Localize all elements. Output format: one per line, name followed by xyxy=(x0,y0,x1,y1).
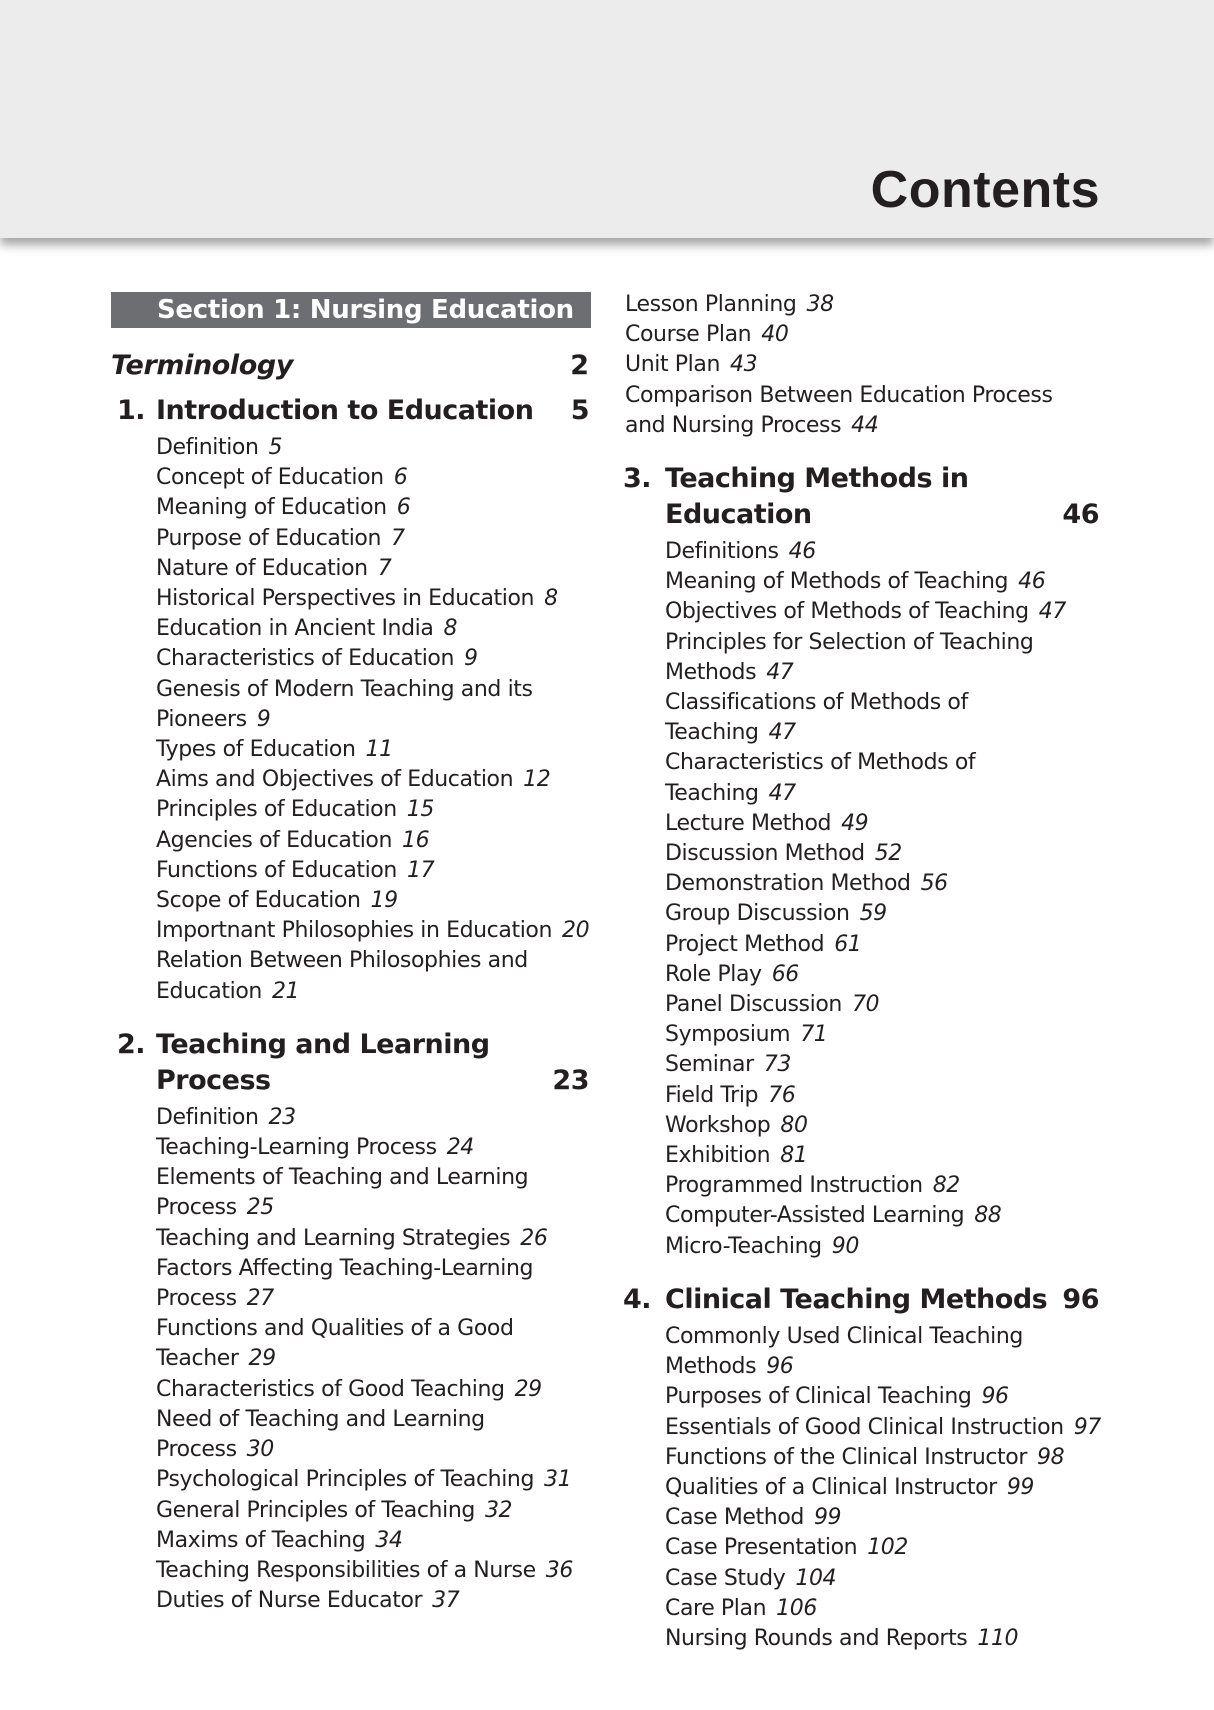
toc-terminology[interactable] xyxy=(111,350,591,381)
entry-text: Principles for Selection of Teaching xyxy=(665,629,1034,655)
entry-page-number: 76 xyxy=(768,1082,796,1108)
entry-page-number: 21 xyxy=(271,978,300,1004)
entry-page-number: 61 xyxy=(834,931,862,957)
toc-entry[interactable] xyxy=(625,320,1101,350)
entry-page-number: 81 xyxy=(780,1143,808,1169)
chapter-number: 1. xyxy=(117,395,146,426)
entry-page-number: 46 xyxy=(1018,569,1046,595)
entry-page-number: 31 xyxy=(544,1467,572,1493)
entry-text: Need of Teaching and Learning xyxy=(156,1406,485,1432)
chapter-title xyxy=(665,461,1052,533)
toc-entry[interactable] xyxy=(156,1254,591,1284)
toc-entry[interactable] xyxy=(156,1465,591,1495)
entry-text: Teaching and Learning Strategies xyxy=(156,1225,511,1251)
entry-text: Methods xyxy=(665,1354,757,1380)
entry-page-number: 66 xyxy=(771,961,799,987)
entry-page-number: 44 xyxy=(851,412,879,438)
toc-entry[interactable] xyxy=(665,1382,1101,1412)
entry-text: Computer-Assisted Learning xyxy=(665,1203,965,1229)
entry-text: Concept of Education xyxy=(156,465,384,491)
entry-text: Unit Plan xyxy=(625,352,720,378)
entry-page-number: 32 xyxy=(484,1497,513,1523)
toc-entry[interactable] xyxy=(156,1163,591,1193)
toc-entry[interactable] xyxy=(665,748,1101,778)
entry-page-number: 99 xyxy=(813,1505,842,1531)
toc-entry[interactable] xyxy=(156,614,591,644)
entry-page-number: 26 xyxy=(520,1225,548,1251)
entry-text: Case Presentation xyxy=(665,1535,858,1561)
entry-text: Characteristics of Methods of xyxy=(665,750,976,776)
toc-entry[interactable] xyxy=(156,735,591,765)
toc-entry[interactable] xyxy=(156,826,591,856)
toc-entry[interactable] xyxy=(665,1050,1101,1080)
entry-text: Functions of the Clinical Instructor xyxy=(665,1444,1027,1470)
entry-text: Definition xyxy=(156,1104,259,1130)
entry-page-number: 49 xyxy=(841,810,869,836)
toc-entry[interactable] xyxy=(156,765,591,795)
page-title: Contents xyxy=(870,161,1100,219)
entry-text: Nursing Rounds and Reports xyxy=(665,1625,968,1651)
header-band xyxy=(0,0,1214,238)
toc-entry[interactable] xyxy=(156,946,591,976)
entry-page-number: 7 xyxy=(377,555,392,581)
entry-text: Micro-Teaching xyxy=(665,1233,822,1259)
entry-page-number: 80 xyxy=(780,1112,808,1138)
chapter-page: 46 xyxy=(1062,499,1099,531)
toc-entry[interactable] xyxy=(665,1111,1101,1141)
toc-entry[interactable] xyxy=(156,856,591,886)
toc-entry[interactable] xyxy=(665,779,1101,809)
chapter-page: 96 xyxy=(1062,1283,1099,1315)
toc-entry[interactable] xyxy=(665,869,1101,899)
chapter-title xyxy=(156,1027,542,1099)
toc-entry[interactable] xyxy=(665,1352,1101,1382)
left-column xyxy=(111,292,591,1636)
section-banner: Section 1: Nursing Education xyxy=(111,292,591,328)
entry-text: Qualities of a Clinical Instructor xyxy=(665,1474,997,1500)
entry-text: Symposium xyxy=(665,1022,791,1048)
entry-text: Course Plan xyxy=(625,322,752,348)
entry-page-number: 37 xyxy=(432,1588,460,1614)
entry-text: Teaching Responsibilities of a Nurse xyxy=(156,1557,536,1583)
chapter-number: 3. xyxy=(623,463,652,495)
entry-text: Characteristics of Education xyxy=(156,646,455,672)
entry-page-number: 104 xyxy=(795,1565,837,1591)
entry-text: Teaching-Learning Process xyxy=(156,1135,437,1161)
toc-entry[interactable] xyxy=(156,493,591,523)
entry-page-number: 59 xyxy=(859,901,887,927)
toc-entry[interactable] xyxy=(665,1533,1101,1563)
entry-text: Pioneers xyxy=(156,706,247,732)
chapter-4 xyxy=(625,1282,1101,1654)
chapter-2 xyxy=(111,1027,591,1616)
chapter-1 xyxy=(111,393,591,1007)
toc-entry[interactable] xyxy=(665,688,1101,748)
toc-entry[interactable] xyxy=(625,411,1101,441)
entry-page-number: 47 xyxy=(1038,599,1066,625)
toc-entry[interactable] xyxy=(156,1284,591,1314)
entry-text: Exhibition xyxy=(665,1143,771,1169)
entry-page-number: 56 xyxy=(920,871,948,897)
toc-entry[interactable] xyxy=(665,1413,1101,1443)
toc-entry[interactable] xyxy=(665,960,1101,990)
entry-page-number: 9 xyxy=(256,706,271,732)
entry-text: Relation Between Philosophies and xyxy=(156,948,528,974)
entry-page-number: 40 xyxy=(761,322,789,348)
chapter-heading[interactable] xyxy=(111,393,591,429)
chapter-3-entries xyxy=(625,537,1101,1262)
toc-entry[interactable] xyxy=(156,705,591,735)
entry-page-number: 19 xyxy=(370,888,398,914)
toc-entry[interactable] xyxy=(665,1624,1101,1654)
entry-page-number: 27 xyxy=(246,1286,274,1312)
toc-entry[interactable] xyxy=(665,1503,1101,1533)
entry-page-number: 96 xyxy=(981,1384,1009,1410)
entry-text: Aims and Objectives of Education xyxy=(156,767,514,793)
entry-page-number: 25 xyxy=(246,1195,274,1221)
toc-entry[interactable] xyxy=(665,1081,1101,1111)
chapter-1-entries xyxy=(111,433,591,1007)
chapter-heading[interactable] xyxy=(111,1027,591,1099)
entry-text: General Principles of Teaching xyxy=(156,1497,475,1523)
entry-text: Genesis of Modern Teaching and its xyxy=(156,676,533,702)
toc-entry[interactable] xyxy=(156,1375,591,1405)
toc-entry[interactable] xyxy=(665,930,1101,960)
right-column xyxy=(625,290,1101,1674)
entry-text: Discussion Method xyxy=(665,841,865,867)
entry-text: Purpose of Education xyxy=(156,525,382,551)
entry-text: Commonly Used Clinical Teaching xyxy=(665,1323,1023,1349)
chapter-title: Clinical Teaching Methods xyxy=(665,1283,1048,1315)
continued-entries xyxy=(625,290,1101,441)
entry-page-number: 23 xyxy=(268,1104,296,1130)
entry-page-number: 96 xyxy=(766,1354,794,1380)
entry-text: Purposes of Clinical Teaching xyxy=(665,1384,972,1410)
entry-text: Process xyxy=(156,1195,237,1221)
entry-page-number: 102 xyxy=(867,1535,908,1561)
entry-text: Field Trip xyxy=(665,1082,759,1108)
entry-text: Objectives of Methods of Teaching xyxy=(665,599,1029,625)
toc-entry[interactable] xyxy=(665,1171,1101,1201)
entry-page-number: 34 xyxy=(375,1527,403,1553)
chapter-2-entries xyxy=(111,1103,591,1616)
entry-text: Lecture Method xyxy=(665,810,832,836)
toc-entry[interactable] xyxy=(665,1443,1101,1473)
chapter-title: Introduction to Education xyxy=(156,395,534,426)
entry-text: Programmed Instruction xyxy=(665,1173,923,1199)
entry-text: Characteristics of Good Teaching xyxy=(156,1376,505,1402)
entry-page-number: 71 xyxy=(800,1022,828,1048)
entry-text: Panel Discussion xyxy=(665,992,842,1018)
entry-text: Definitions xyxy=(665,539,779,565)
entry-text: Teaching xyxy=(665,780,759,806)
entry-text: Psychological Principles of Teaching xyxy=(156,1467,535,1493)
entry-text: and Nursing Process xyxy=(625,412,842,438)
terminology-title: Terminology xyxy=(111,350,294,381)
entry-page-number: 47 xyxy=(768,780,796,806)
toc-entry[interactable] xyxy=(156,886,591,916)
toc-entry[interactable] xyxy=(156,1496,591,1526)
entry-page-number: 20 xyxy=(562,918,590,944)
entry-text: Education xyxy=(156,978,262,1004)
entry-page-number: 29 xyxy=(248,1346,276,1372)
entry-page-number: 38 xyxy=(806,292,834,317)
entry-page-number: 98 xyxy=(1037,1444,1065,1470)
entry-page-number: 30 xyxy=(246,1437,274,1463)
entry-page-number: 29 xyxy=(514,1376,542,1402)
entry-page-number: 24 xyxy=(446,1135,474,1161)
entry-text: Process xyxy=(156,1437,237,1463)
chapter-title-line: Teaching and Learning xyxy=(156,1028,490,1060)
entry-text: Lesson Planning xyxy=(625,292,797,317)
toc-entry[interactable] xyxy=(156,524,591,554)
toc-entry[interactable] xyxy=(156,1133,591,1163)
entry-page-number: 15 xyxy=(406,797,434,823)
entry-text: Classifications of Methods of Teaching xyxy=(665,690,968,746)
toc-entry[interactable] xyxy=(156,1556,591,1586)
toc-entry[interactable] xyxy=(156,916,591,946)
entry-text: Demonstration Method xyxy=(665,871,911,897)
toc-entry[interactable] xyxy=(665,1594,1101,1624)
toc-entry[interactable] xyxy=(665,1564,1101,1594)
toc-entry[interactable] xyxy=(665,1322,1101,1352)
entry-page-number: 52 xyxy=(874,841,902,867)
entry-page-number: 82 xyxy=(932,1173,960,1199)
toc-entry[interactable] xyxy=(156,554,591,584)
entry-page-number: 46 xyxy=(788,539,816,565)
entry-text: Duties of Nurse Educator xyxy=(156,1588,423,1614)
toc-entry[interactable] xyxy=(665,1141,1101,1171)
entry-text: Case Method xyxy=(665,1505,804,1531)
toc-entry[interactable] xyxy=(625,381,1101,411)
entry-page-number: 88 xyxy=(974,1203,1002,1229)
entry-text: Role Play xyxy=(665,961,762,987)
entry-text: Functions and Qualities of a Good xyxy=(156,1316,514,1342)
entry-page-number: 5 xyxy=(268,435,283,460)
toc-entry[interactable] xyxy=(156,1193,591,1223)
entry-page-number: 99 xyxy=(1006,1474,1035,1500)
entry-text: Principles of Education xyxy=(156,797,397,823)
toc-entry[interactable] xyxy=(156,644,591,674)
entry-text: Meaning of Methods of Teaching xyxy=(665,569,1009,595)
entry-text: Maxims of Teaching xyxy=(156,1527,366,1553)
chapter-title-line: Education xyxy=(665,499,812,531)
chapter-number: 4. xyxy=(623,1283,652,1315)
entry-text: Elements of Teaching and Learning xyxy=(156,1165,529,1191)
toc-entry[interactable] xyxy=(156,675,591,705)
entry-page-number: 8 xyxy=(443,616,458,642)
toc-entry[interactable] xyxy=(665,839,1101,869)
entry-text: Importnant Philosophies in Education xyxy=(156,918,553,944)
entry-text: Functions of Education xyxy=(156,857,397,883)
toc-entry[interactable] xyxy=(665,1232,1101,1262)
entry-page-number: 11 xyxy=(365,737,393,763)
entry-text: Process xyxy=(156,1286,237,1312)
entry-page-number: 47 xyxy=(766,659,794,685)
toc-entry[interactable] xyxy=(156,433,591,463)
toc-entry[interactable] xyxy=(625,350,1101,380)
toc-entry[interactable] xyxy=(665,990,1101,1020)
entry-page-number: 43 xyxy=(729,352,758,378)
entry-page-number: 7 xyxy=(391,525,405,551)
entry-page-number: 73 xyxy=(763,1052,791,1078)
toc-entry[interactable] xyxy=(665,628,1101,658)
toc-entry[interactable] xyxy=(665,809,1101,839)
toc-entry[interactable] xyxy=(156,1314,591,1344)
entry-page-number: 6 xyxy=(393,465,408,491)
entry-text: Agencies of Education xyxy=(156,827,393,853)
toc-entry[interactable] xyxy=(156,463,591,493)
toc-entry[interactable] xyxy=(665,567,1101,597)
chapter-title-line: Process xyxy=(156,1064,271,1096)
entry-page-number: 36 xyxy=(545,1557,573,1583)
entry-page-number: 9 xyxy=(464,646,478,672)
chapter-4-entries xyxy=(625,1322,1101,1654)
toc-entry[interactable] xyxy=(665,597,1101,627)
entry-text: Essentials of Good Clinical Instruction xyxy=(665,1414,1064,1440)
toc-entry[interactable] xyxy=(156,1344,591,1374)
toc-entry[interactable] xyxy=(156,1435,591,1465)
chapter-number: 2. xyxy=(117,1028,146,1060)
entry-text: Project Method xyxy=(665,931,825,957)
toc-entry[interactable] xyxy=(156,1103,591,1133)
entry-page-number: 8 xyxy=(544,586,558,612)
chapter-3 xyxy=(625,461,1101,1262)
toc-entry[interactable] xyxy=(665,1201,1101,1231)
entry-page-number: 17 xyxy=(406,857,435,883)
toc-entry[interactable] xyxy=(156,1526,591,1556)
entry-page-number: 70 xyxy=(851,992,880,1018)
entry-text: Definition xyxy=(156,435,259,460)
chapter-title-line: Teaching Methods in xyxy=(665,463,969,495)
entry-text: Care Plan xyxy=(665,1595,767,1621)
toc-entry[interactable] xyxy=(156,1405,591,1435)
entry-text: Workshop xyxy=(665,1112,771,1138)
entry-text: Methods xyxy=(665,659,757,685)
toc-entry[interactable] xyxy=(156,977,591,1007)
toc-entry[interactable] xyxy=(665,658,1101,688)
entry-text: Seminar xyxy=(665,1052,754,1078)
entry-text: Comparison Between Education Process xyxy=(625,382,1053,408)
entry-page-number: 47 xyxy=(768,720,796,746)
entry-text: Case Study xyxy=(665,1565,786,1591)
entry-text: Scope of Education xyxy=(156,888,361,914)
entry-text: Types of Education xyxy=(156,737,356,763)
entry-page-number: 97 xyxy=(1073,1414,1101,1440)
toc-entry[interactable] xyxy=(156,795,591,825)
toc-entry[interactable] xyxy=(156,584,591,614)
toc-entry[interactable] xyxy=(665,1020,1101,1050)
toc-entry[interactable] xyxy=(665,899,1101,929)
chapter-page: 23 xyxy=(552,1064,589,1096)
entry-text: Group Discussion xyxy=(665,901,850,927)
entry-page-number: 12 xyxy=(523,767,551,793)
chapter-heading[interactable] xyxy=(625,1282,1101,1318)
entry-text: Nature of Education xyxy=(156,555,368,581)
chapter-page: 5 xyxy=(570,395,589,426)
entry-text: Education in Ancient India xyxy=(156,616,434,642)
toc-entry[interactable] xyxy=(625,290,1101,320)
toc-entry[interactable] xyxy=(156,1224,591,1254)
entry-page-number: 16 xyxy=(402,827,430,853)
chapter-heading[interactable] xyxy=(625,461,1101,533)
toc-entry[interactable] xyxy=(665,1473,1101,1503)
entry-page-number: 6 xyxy=(396,495,411,521)
entry-page-number: 110 xyxy=(977,1625,1019,1651)
toc-entry[interactable] xyxy=(665,537,1101,567)
toc-entry[interactable] xyxy=(156,1586,591,1616)
entry-page-number: 106 xyxy=(776,1595,817,1621)
entry-text: Historical Perspectives in Education xyxy=(156,586,535,612)
entry-text: Teacher xyxy=(156,1346,239,1372)
entry-text: Meaning of Education xyxy=(156,495,387,521)
entry-text: Factors Affecting Teaching-Learning xyxy=(156,1255,534,1281)
entry-page-number: 90 xyxy=(831,1233,859,1259)
terminology-page: 2 xyxy=(570,350,589,381)
